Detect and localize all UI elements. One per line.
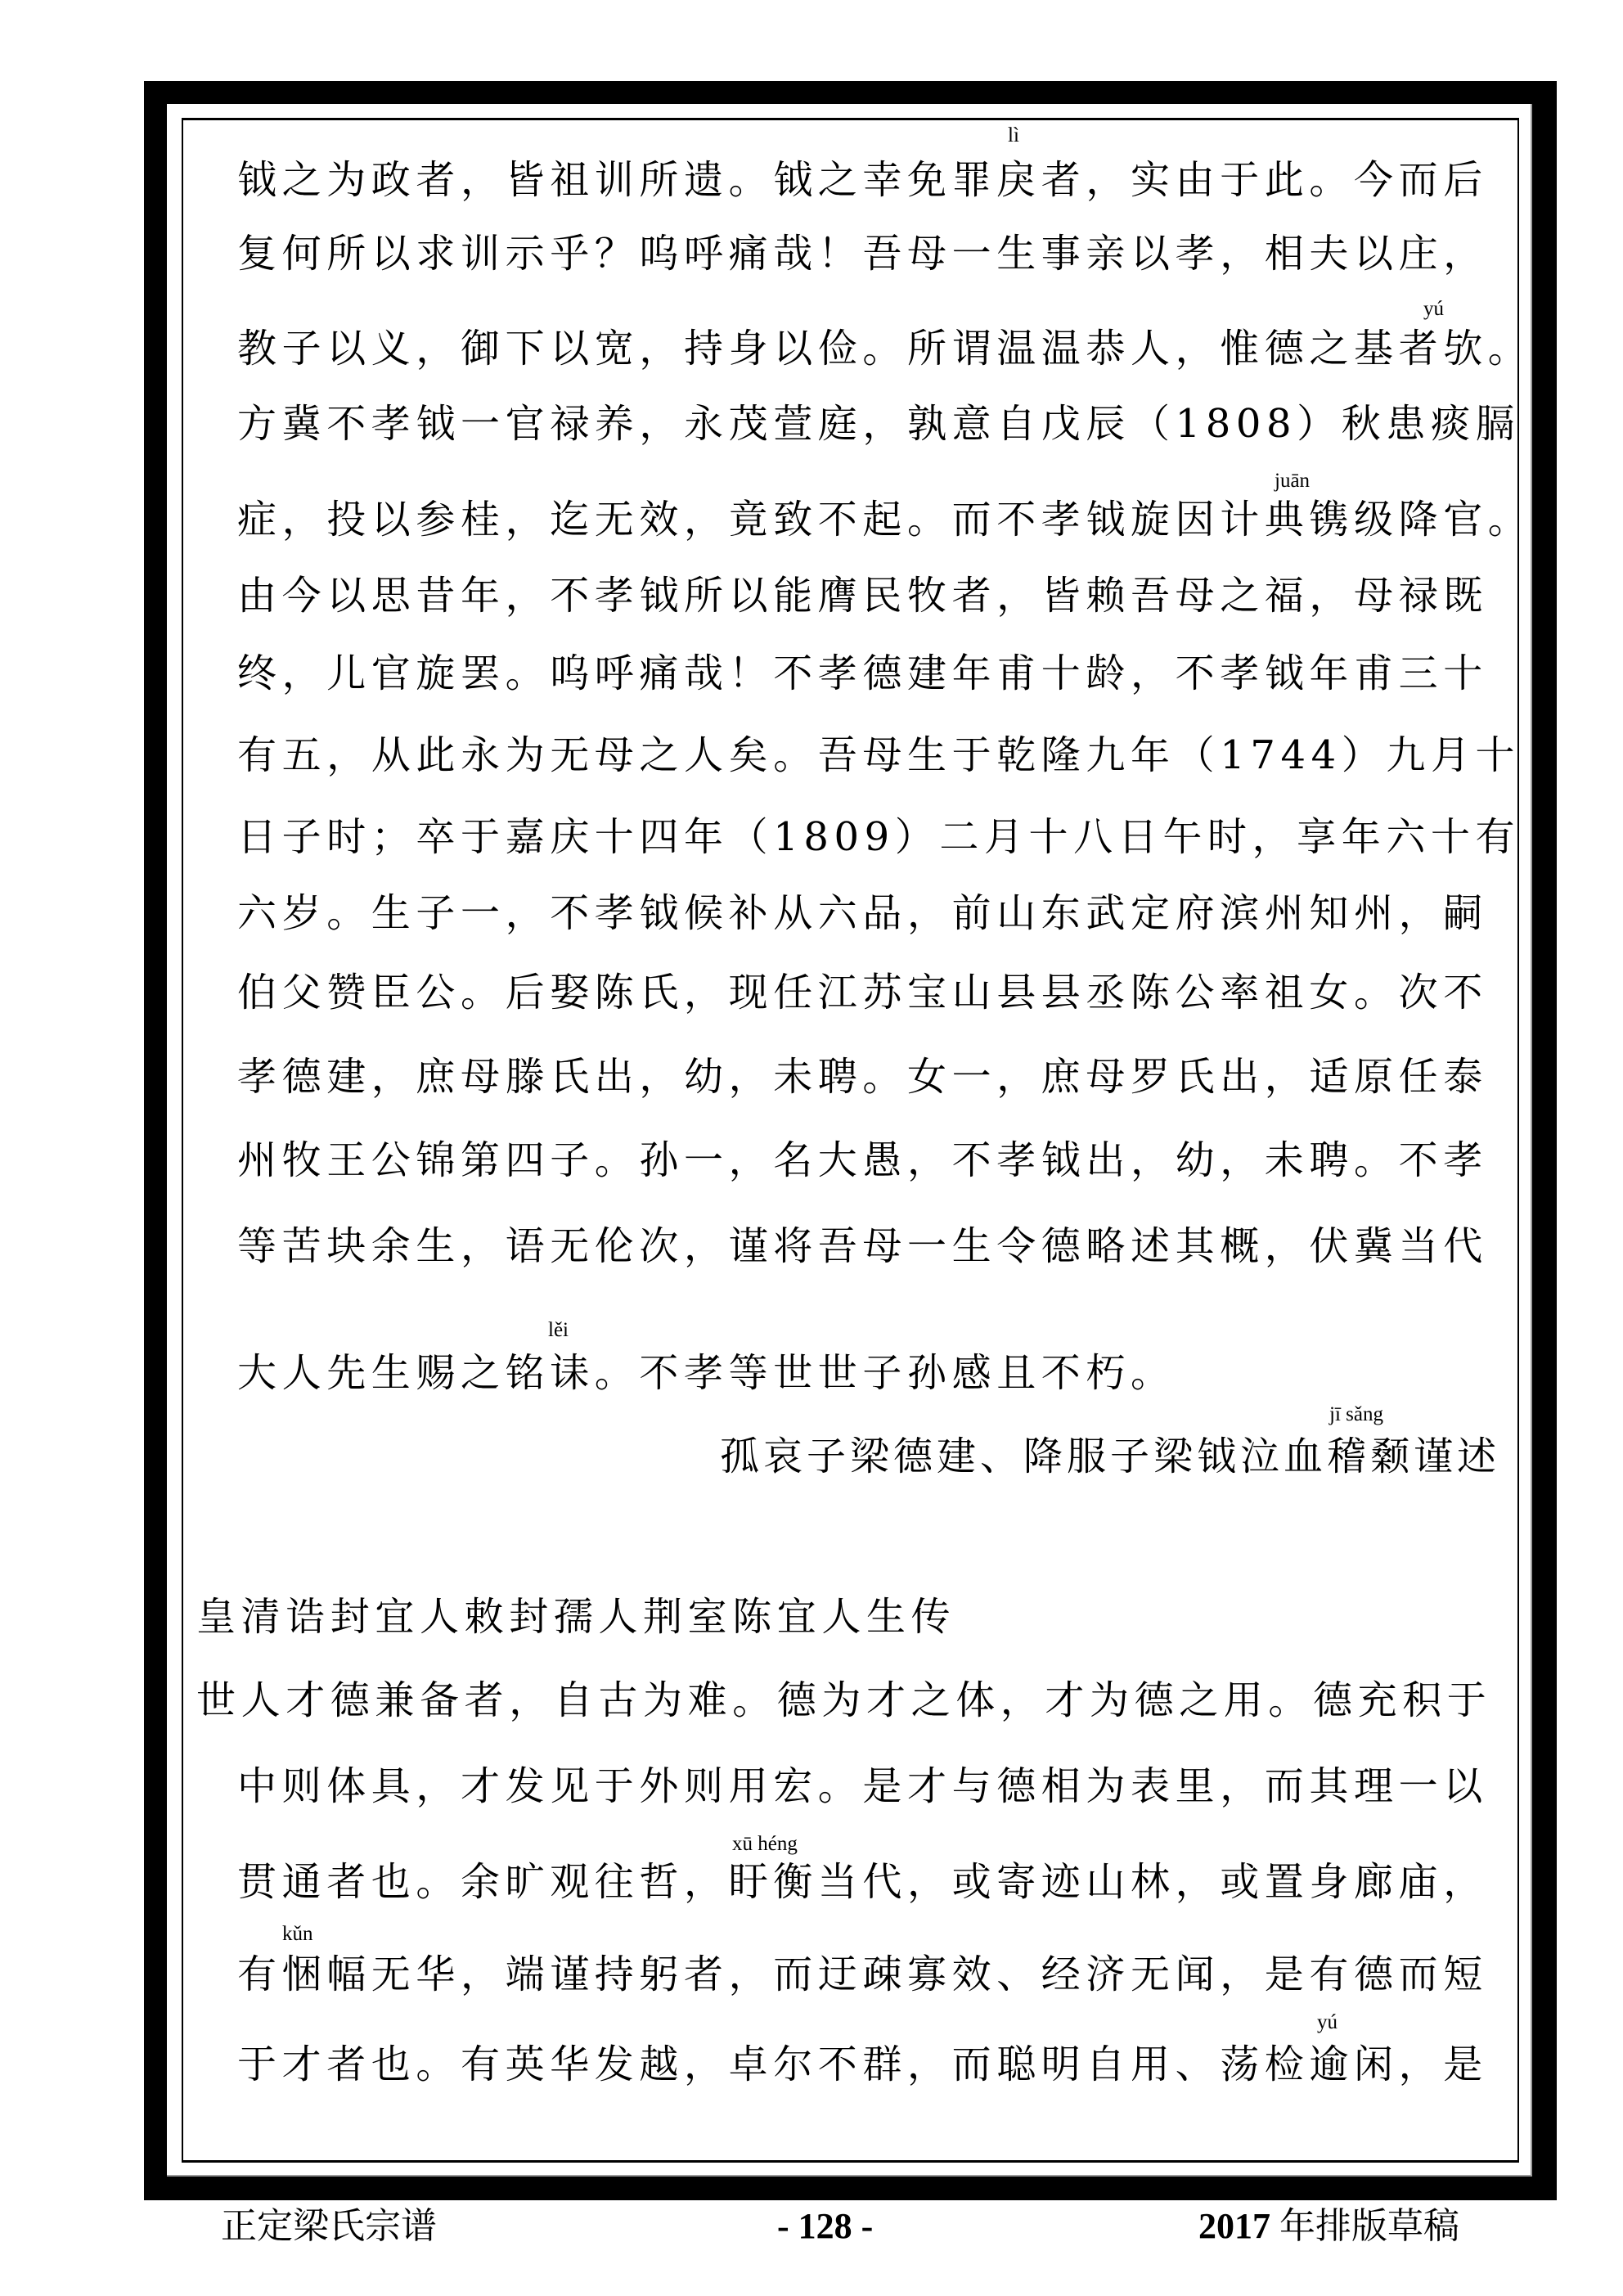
footer-draft-note xyxy=(1198,2205,1459,2248)
text-line: 中则体具，才发见于外则用宏。是才与德相为表里，而其理一以 xyxy=(237,1763,1488,1809)
text-line: 复何所以求训示乎？呜呼痛哉！吾母一生事亲以孝，相夫以庄， xyxy=(237,231,1488,277)
text-line: 于才者也。有英华发越，卓尔不群，而聪明自用、荡检逾闲，是 xyxy=(237,2042,1488,2087)
footer-page-number: - 128 - xyxy=(777,2206,874,2246)
text-line: 有五，从此永为无母之人矣。吾母生于乾隆九年（1744）九月十 xyxy=(237,732,1521,778)
text-line: 有悃幅无华，端谨持躬者，而迂疎寡效、经济无闻，是有德而短 xyxy=(237,1952,1488,1997)
signature-line: 孤哀子梁德建、降服子梁钺泣血稽颡谨述 xyxy=(719,1434,1500,1479)
footer-year: 2017 xyxy=(1198,2206,1270,2246)
text-line: 终，儿官旋罢。呜呼痛哉！不孝德建年甫十龄，不孝钺年甫三十 xyxy=(237,651,1488,696)
pinyin-annotation: lì xyxy=(1008,124,1019,146)
footer-draft-label: 年排版草稿 xyxy=(1270,2206,1459,2246)
pinyin-annotation: yú xyxy=(1423,298,1444,320)
text-line: 世人才德兼备者，自古为难。德为才之体，才为德之用。德充积于 xyxy=(196,1677,1492,1723)
pinyin-annotation: lěi xyxy=(548,1319,569,1341)
pinyin-annotation: jī sǎng xyxy=(1329,1403,1383,1425)
text-line: 伯父赞臣公。后娶陈氏，现任江苏宝山县县丞陈公率祖女。次不 xyxy=(237,970,1488,1015)
text-line: 方冀不孝钺一官禄养，永茂萱庭，孰意自戊辰（1808）秋患痰膈 xyxy=(237,401,1521,447)
footer-book-title: 正定梁氏宗谱 xyxy=(221,2206,437,2246)
pinyin-annotation: kǔn xyxy=(282,1923,313,1945)
text-line: 孝德建，庶母滕氏出，幼，未聘。女一，庶母罗氏出，适原任泰 xyxy=(237,1054,1488,1100)
pinyin-annotation: xū héng xyxy=(732,1833,798,1855)
text-line: 教子以义，御下以宽，持身以俭。所谓温温恭人，惟德之基者欤。 xyxy=(237,326,1533,371)
text-line: 贯通者也。余旷观往哲，盱衡当代，或寄迹山林，或置身廊庙， xyxy=(237,1859,1488,1905)
text-line: 大人先生赐之铭诔。不孝等世世子孙感且不朽。 xyxy=(237,1350,1176,1396)
text-line: 州牧王公锦第四子。孙一，名大愚，不孝钺出，幼，未聘。不孝 xyxy=(237,1137,1488,1183)
text-line: 钺之为政者，皆祖训所遗。钺之幸免罪戾者，实由于此。今而后 xyxy=(237,157,1488,203)
text-line: 症，投以参桂，迄无效，竟致不起。而不孝钺旋因计典镌级降官。 xyxy=(237,497,1533,542)
text-line: 由今以思昔年，不孝钺所以能膺民牧者，皆赖吾母之福，母禄既 xyxy=(237,573,1488,619)
text-line: 等苦块余生，语无伦次，谨将吾母一生令德略述其概，伏冀当代 xyxy=(237,1223,1488,1269)
text-line: 日子时；卒于嘉庆十四年（1809）二月十八日午时，享年六十有 xyxy=(237,814,1521,860)
section-title: 皇清诰封宜人敕封孺人荆室陈宜人生传 xyxy=(196,1594,956,1640)
pinyin-annotation: juān xyxy=(1275,470,1311,492)
pinyin-annotation: yú xyxy=(1317,2011,1338,2033)
text-line: 六岁。生子一，不孝钺候补从六品，前山东武定府滨州知州，嗣 xyxy=(237,890,1488,936)
